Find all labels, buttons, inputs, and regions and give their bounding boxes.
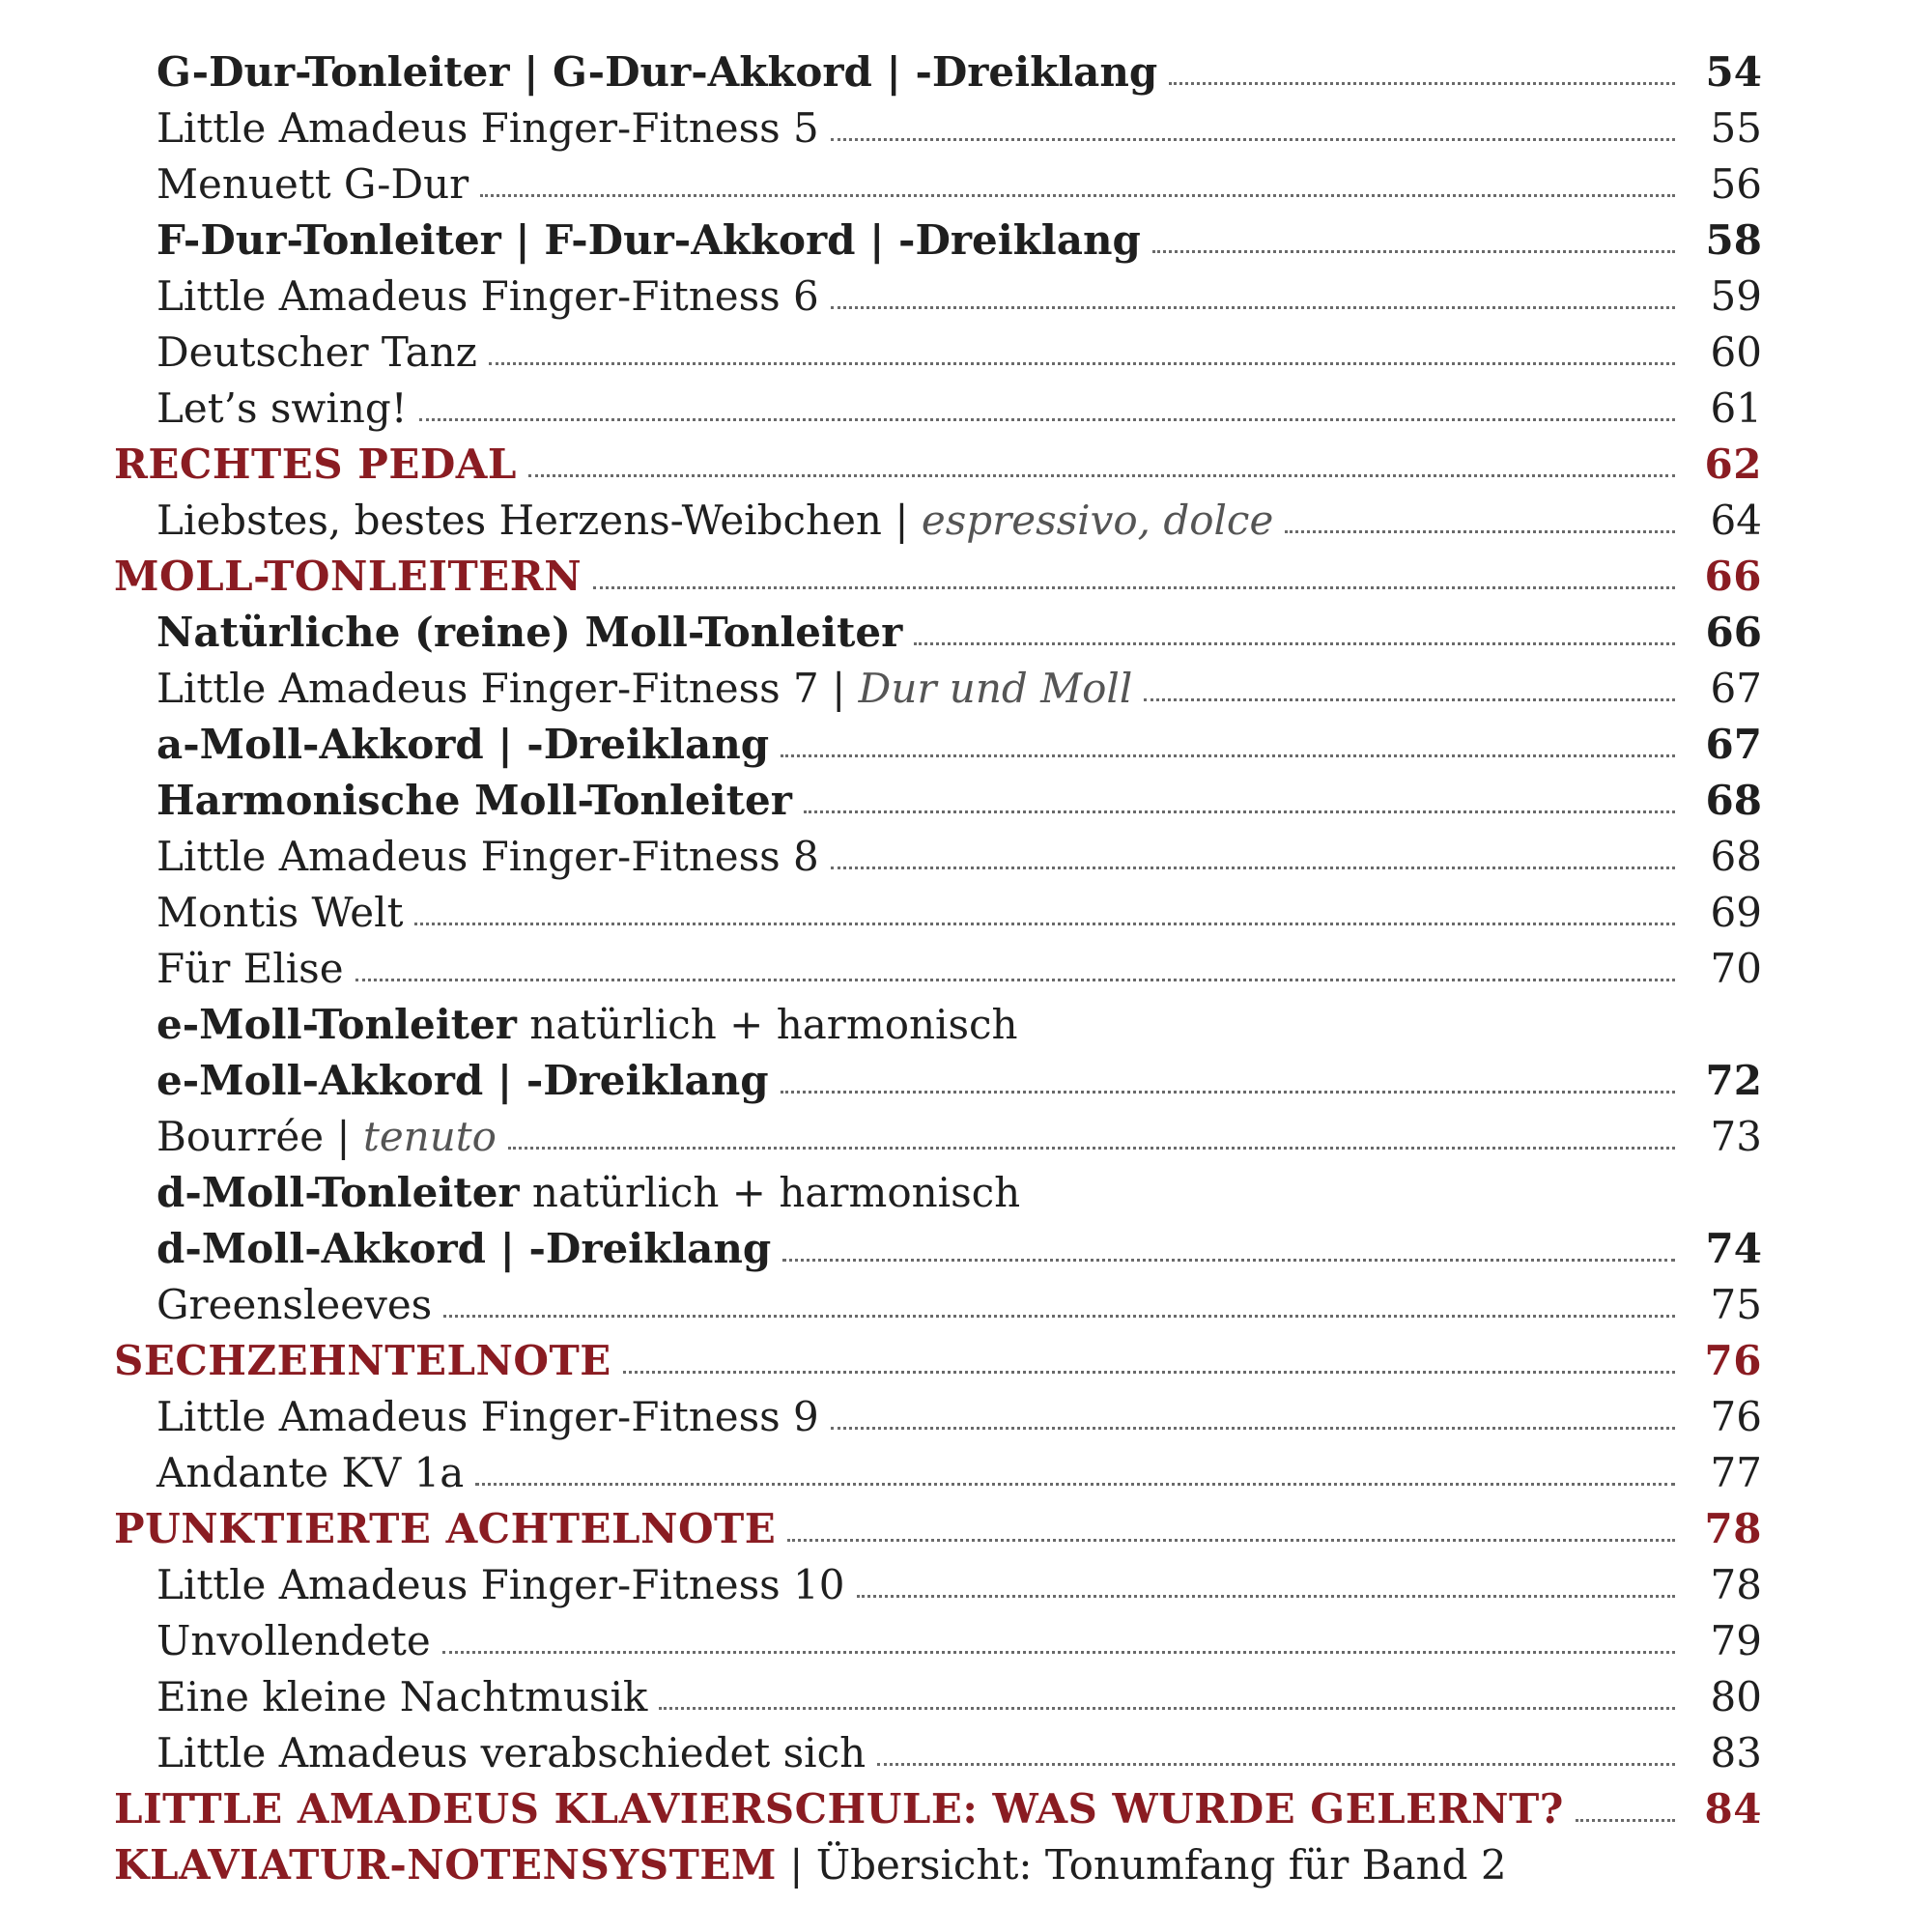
toc-entry-label: MOLL-TONLEITERN (114, 553, 582, 600)
dot-leader (475, 1483, 1675, 1486)
toc-entry-title (156, 1169, 1021, 1217)
toc-entry-title (156, 1057, 769, 1105)
toc-page-number: 60 (1710, 328, 1762, 376)
separator-bar: | (881, 497, 922, 544)
dot-leader (787, 1539, 1675, 1542)
dot-leader (419, 418, 1675, 421)
toc-entry (0, 1665, 1932, 1721)
toc-entry-title (156, 945, 344, 993)
toc-entry-label: PUNKTIERTE ACHTELNOTE (114, 1505, 777, 1552)
toc-section-entry (0, 1777, 1932, 1833)
toc-entry-label: Let’s swing! (156, 384, 408, 432)
dot-leader (781, 754, 1675, 757)
toc-entry-label: e-Moll-Akkord | -Dreiklang (156, 1057, 769, 1104)
toc-entry-label: Harmonische Moll-Tonleiter (156, 777, 792, 824)
toc-page-number: 67 (1705, 721, 1762, 768)
toc-entry (0, 1273, 1932, 1329)
dot-leader (1152, 250, 1675, 253)
toc-entry (0, 489, 1932, 545)
toc-page-number: 68 (1705, 777, 1762, 824)
toc-entry-label: a-Moll-Akkord | -Dreiklang (156, 721, 770, 768)
toc-entry-label: Montis Welt (156, 889, 404, 936)
toc-entry (0, 713, 1932, 769)
dot-leader (804, 810, 1675, 813)
toc-entry-title (156, 48, 1158, 97)
toc-entry (0, 1105, 1932, 1161)
separator-bar: | (324, 1113, 363, 1160)
toc-page-number: 62 (1704, 440, 1762, 488)
toc-entry-title (156, 1449, 465, 1497)
toc-page-number: 78 (1710, 1561, 1762, 1608)
dot-leader (489, 362, 1675, 365)
toc-page-number: 73 (1710, 1113, 1762, 1160)
toc-page-number: 72 (1705, 1057, 1762, 1104)
toc-page-number: 59 (1710, 272, 1762, 320)
toc-entry-label: Unvollendete (156, 1617, 431, 1664)
toc-entry (0, 153, 1932, 209)
toc-entry-title (114, 1841, 1507, 1889)
dot-leader (831, 306, 1675, 309)
toc-entry-title (156, 1673, 648, 1721)
dot-leader (782, 1259, 1675, 1262)
dot-leader (414, 923, 1675, 925)
toc-entry-label: Little Amadeus Finger-Fitness 6 (156, 272, 819, 320)
toc-entry (0, 377, 1932, 433)
dot-leader (1169, 82, 1675, 85)
dot-leader (355, 979, 1675, 981)
toc-entry (0, 657, 1932, 713)
dot-leader (528, 474, 1675, 477)
toc-entry-title (156, 1001, 1018, 1049)
dot-leader (1144, 698, 1675, 701)
toc-entry-label: e-Moll-Tonleiter (156, 1001, 517, 1048)
toc-entry-suffix: Übersicht: Tonumfang für Band 2 (815, 1841, 1507, 1889)
toc-page-number: 75 (1710, 1281, 1762, 1328)
toc-entry-label: RECHTES PEDAL (114, 440, 517, 488)
toc-entry (0, 769, 1932, 825)
dot-leader (508, 1147, 1675, 1150)
toc-entry-annotation: tenuto (362, 1113, 497, 1160)
toc-entry-label: Menuett G-Dur (156, 160, 469, 208)
toc-entry (0, 1721, 1932, 1777)
toc-entry-title (114, 1337, 611, 1385)
toc-entry-title (156, 889, 404, 937)
dot-leader (857, 1595, 1675, 1598)
toc-entry-title (156, 497, 1274, 545)
toc-entry-label: KLAVIATUR-NOTENSYSTEM (114, 1841, 777, 1889)
toc-page-number: 84 (1704, 1785, 1762, 1833)
dot-leader (593, 586, 1675, 589)
toc-entry-label: d-Moll-Tonleiter (156, 1169, 520, 1216)
toc-entry-title (156, 1617, 431, 1665)
dot-leader (831, 867, 1675, 869)
toc-entry-annotation: Dur und Moll (858, 665, 1133, 712)
dot-leader (781, 1091, 1675, 1094)
toc-section-entry (0, 1833, 1932, 1889)
toc-entry-label: Liebstes, bestes Herzens-Weibchen (156, 497, 882, 544)
toc-entry (0, 881, 1932, 937)
toc-page-number: 56 (1710, 160, 1762, 208)
toc-entry-title (156, 1561, 845, 1609)
separator-bar: | (818, 665, 859, 712)
toc-page-number: 61 (1710, 384, 1762, 432)
toc-entry (0, 1609, 1932, 1665)
toc-entry-label: Little Amadeus verabschiedet sich (156, 1729, 867, 1776)
dot-leader (443, 1315, 1675, 1318)
toc-entry (0, 1217, 1932, 1273)
toc-section-entry (0, 1497, 1932, 1553)
toc-entry (0, 41, 1932, 97)
toc-entry (0, 209, 1932, 265)
toc-entry-suffix: natürlich + harmonisch (531, 1169, 1021, 1216)
dot-leader (480, 194, 1675, 197)
toc-entry-title (156, 665, 1133, 713)
toc-entry-suffix: natürlich + harmonisch (529, 1001, 1018, 1048)
toc-page-number: 64 (1710, 497, 1762, 544)
toc-entry (0, 1441, 1932, 1497)
toc-entry-title (156, 1225, 772, 1273)
toc-entry-label: Andante KV 1a (156, 1449, 465, 1496)
toc-page-number: 83 (1710, 1729, 1762, 1776)
toc-entry-label: Natürliche (reine) Moll-Tonleiter (156, 609, 903, 656)
toc-entry-title (114, 553, 582, 601)
toc-entry-label: G-Dur-Tonleiter | G-Dur-Akkord | -Dreiklang (156, 48, 1158, 96)
toc-entry-title (114, 1505, 777, 1553)
dot-leader (914, 642, 1675, 645)
dot-leader (623, 1371, 1675, 1374)
toc-entry-title (114, 440, 517, 489)
toc-entry-label: SECHZEHNTELNOTE (114, 1337, 611, 1384)
toc-page-number: 68 (1710, 833, 1762, 880)
dot-leader (877, 1763, 1675, 1766)
toc-page-number: 55 (1710, 104, 1762, 152)
dot-leader (1576, 1819, 1675, 1822)
toc-entry (0, 1385, 1932, 1441)
toc-page-number: 70 (1710, 945, 1762, 992)
toc-entry (0, 1553, 1932, 1609)
toc-entry (0, 601, 1932, 657)
toc-page-number: 58 (1705, 216, 1762, 264)
table-of-contents (0, 41, 1932, 1889)
toc-entry (0, 825, 1932, 881)
toc-section-entry (0, 433, 1932, 489)
toc-page-number: 54 (1705, 48, 1762, 96)
toc-entry-title (156, 1393, 819, 1441)
toc-entry (0, 265, 1932, 321)
toc-entry-title (156, 833, 819, 881)
toc-section-entry (0, 1329, 1932, 1385)
toc-entry-label: Little Amadeus Finger-Fitness 10 (156, 1561, 845, 1608)
toc-entry-label: Little Amadeus Finger-Fitness 5 (156, 104, 819, 152)
toc-entry-title (156, 1729, 867, 1777)
toc-entry (0, 1161, 1932, 1217)
toc-entry-title (156, 104, 819, 153)
toc-entry-title (156, 721, 770, 769)
toc-page-number: 67 (1710, 665, 1762, 712)
toc-entry-title (156, 777, 792, 825)
dot-leader (442, 1651, 1675, 1654)
toc-section-entry (0, 545, 1932, 601)
toc-entry-title (156, 609, 903, 657)
separator-bar: | (776, 1841, 816, 1889)
toc-entry (0, 97, 1932, 153)
dot-leader (659, 1707, 1675, 1710)
dot-leader (831, 1427, 1675, 1430)
toc-entry-label: d-Moll-Akkord | -Dreiklang (156, 1225, 772, 1272)
toc-page-number: 79 (1710, 1617, 1762, 1664)
toc-entry-label: Deutscher Tanz (156, 328, 477, 376)
toc-entry-title (156, 1281, 433, 1329)
toc-entry-title (156, 216, 1141, 265)
toc-page-number: 80 (1710, 1673, 1762, 1720)
toc-entry (0, 937, 1932, 993)
toc-entry-label: Greensleeves (156, 1281, 433, 1328)
toc-entry-label: Eine kleine Nachtmusik (156, 1673, 648, 1720)
toc-page-number: 74 (1705, 1225, 1762, 1272)
toc-entry (0, 993, 1932, 1049)
toc-entry-title (114, 1785, 1564, 1833)
toc-entry-title (156, 1113, 497, 1161)
dot-leader (1285, 530, 1675, 533)
toc-entry-title (156, 328, 477, 377)
toc-entry-annotation: espressivo, dolce (921, 497, 1274, 544)
toc-entry-label: F-Dur-Tonleiter | F-Dur-Akkord | -Dreiklang (156, 216, 1141, 264)
toc-entry-title (156, 160, 469, 209)
toc-entry (0, 321, 1932, 377)
toc-entry-label: Little Amadeus Finger-Fitness 9 (156, 1393, 819, 1440)
toc-entry-label: Little Amadeus Finger-Fitness 7 (156, 665, 819, 712)
toc-entry-label: Für Elise (156, 945, 344, 992)
toc-entry (0, 1049, 1932, 1105)
toc-page-number: 76 (1710, 1393, 1762, 1440)
toc-entry-title (156, 384, 408, 433)
toc-page-number: 66 (1704, 553, 1762, 600)
dot-leader (831, 138, 1675, 141)
toc-page-number: 76 (1704, 1337, 1762, 1384)
toc-page-number: 69 (1710, 889, 1762, 936)
toc-page-number: 77 (1710, 1449, 1762, 1496)
toc-entry-label: Bourrée (156, 1113, 325, 1160)
toc-entry-label: Little Amadeus Finger-Fitness 8 (156, 833, 819, 880)
toc-entry-label: LITTLE AMADEUS KLAVIERSCHULE: WAS WURDE GELERNT? (114, 1785, 1564, 1833)
toc-entry-title (156, 272, 819, 321)
toc-page-number: 66 (1705, 609, 1762, 656)
toc-page-number: 78 (1704, 1505, 1762, 1552)
